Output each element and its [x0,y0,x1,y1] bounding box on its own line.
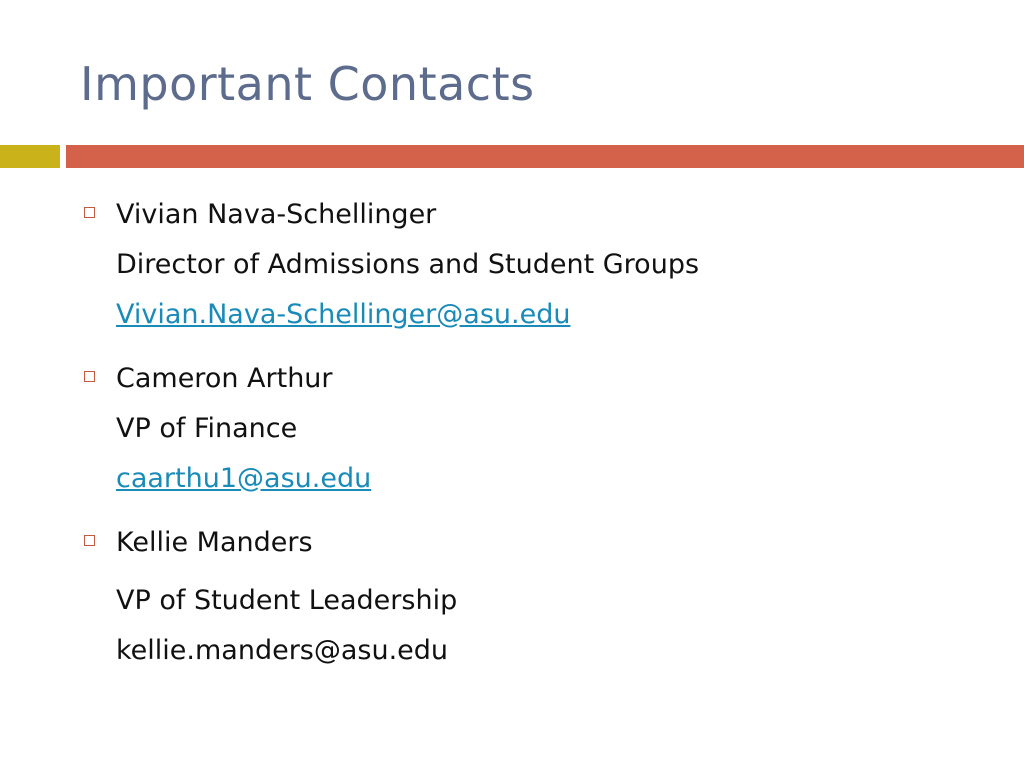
hollow-square-icon [84,535,95,546]
contact-email-link[interactable]: Vivian.Nava-Schellinger@asu.edu [116,299,571,330]
hollow-square-icon [84,371,95,382]
contact-email-link[interactable]: caarthu1@asu.edu [116,463,372,494]
contact-email: kellie.manders@asu.edu [116,635,449,666]
contact-role: VP of Student Leadership [116,585,458,616]
slide-title: Important Contacts [80,57,535,111]
contact-item-cameron [84,354,984,504]
contact-role: VP of Finance [116,413,298,444]
contact-item-kellie [84,518,984,676]
contact-name: Kellie Manders [116,527,313,558]
contacts-list [84,190,984,690]
accent-bar-red [66,145,1024,168]
contact-role: Director of Admissions and Student Groups [116,249,700,280]
hollow-square-icon [84,207,95,218]
contact-item-vivian [84,190,984,340]
contact-name: Vivian Nava-Schellinger [116,199,437,230]
contact-name: Cameron Arthur [116,363,333,394]
accent-bar-gold [0,145,60,168]
